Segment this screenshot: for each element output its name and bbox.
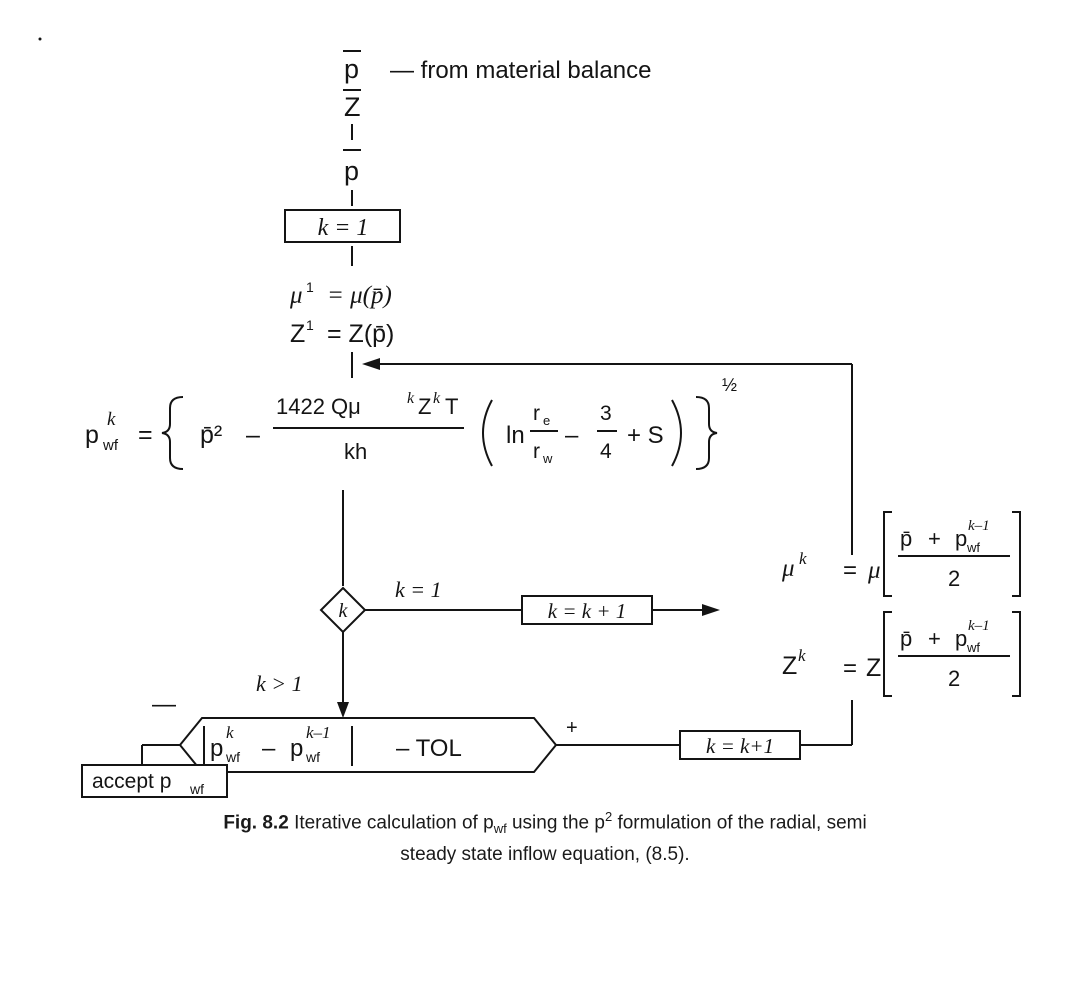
branch-iterate-label: k > 1 — [256, 671, 303, 696]
right-brace — [696, 397, 717, 469]
right-bracket — [1012, 612, 1020, 696]
svg-text:k: k — [226, 723, 234, 742]
init-z-factor-eq — [290, 317, 394, 348]
svg-text:wf: wf — [967, 540, 980, 555]
svg-text:3: 3 — [600, 402, 612, 425]
svg-text:p: p — [210, 735, 224, 762]
svg-text:½: ½ — [722, 375, 738, 395]
svg-text:1422 Qμ: 1422 Qμ — [276, 394, 361, 419]
svg-text:1: 1 — [306, 317, 314, 333]
svg-text:k: k — [433, 390, 441, 407]
svg-text:p̄²: p̄² — [200, 421, 223, 449]
svg-text:accept p: accept p — [92, 770, 172, 793]
svg-text:p̄: p̄ — [900, 526, 913, 551]
init-viscosity-eq — [289, 279, 392, 309]
svg-text:k–1: k–1 — [968, 518, 990, 534]
right-paren — [672, 400, 681, 466]
p-bar-label — [343, 150, 361, 186]
svg-text:p: p — [955, 626, 968, 651]
svg-text:wf: wf — [190, 781, 204, 797]
svg-text:= Z(p̄): = Z(p̄) — [327, 320, 395, 348]
svg-text:– TOL: – TOL — [396, 735, 462, 762]
svg-text:r: r — [533, 440, 540, 463]
caption-line-1: Fig. 8.2 Iterative calculation of $p_{wf}$ using the $p^2$ formulation of the radial, semi — [223, 809, 867, 837]
svg-text:k: k — [107, 409, 116, 430]
svg-text:p̄: p̄ — [900, 626, 913, 651]
svg-text:4: 4 — [600, 440, 612, 463]
svg-text:Z: Z — [866, 654, 882, 682]
svg-text:kh: kh — [344, 439, 368, 464]
caption-line-2: steady state inflow equation, (8.5). — [400, 844, 690, 866]
viscosity-update-eq — [781, 512, 1020, 596]
svg-text:k: k — [799, 549, 807, 568]
svg-text:+ S: + S — [627, 422, 664, 449]
svg-text:p: p — [344, 156, 360, 186]
figure-label: Fig. 8.2 — [223, 812, 289, 834]
svg-text:wf: wf — [103, 437, 118, 454]
svg-text:=: = — [843, 557, 858, 584]
svg-text:–: – — [565, 422, 579, 449]
average-pressure-source — [343, 51, 651, 84]
branch-iterate-arrowhead — [337, 702, 349, 718]
svg-text:Z: Z — [418, 394, 432, 419]
z-factor-update-eq — [782, 612, 1020, 696]
svg-text:Z: Z — [290, 320, 306, 348]
svg-text:2: 2 — [948, 566, 961, 591]
svg-text:p: p — [344, 54, 360, 84]
svg-text:T: T — [445, 394, 459, 419]
svg-text:k = k + 1: k = k + 1 — [547, 599, 627, 623]
z-bar-label — [343, 90, 361, 122]
init-k-label: k = 1 — [317, 215, 369, 241]
left-bracket — [884, 512, 892, 596]
svg-text:1: 1 — [306, 279, 314, 295]
svg-text:Z: Z — [782, 652, 798, 680]
scan-dot — [39, 38, 42, 41]
svg-text:p: p — [290, 735, 304, 762]
svg-text:Z: Z — [344, 92, 361, 122]
svg-text:k = k+1: k = k+1 — [706, 734, 774, 758]
svg-text:wf: wf — [226, 749, 240, 765]
svg-text:–: – — [262, 735, 276, 762]
material-balance-note: — from material balance — [390, 57, 652, 84]
svg-text:–: – — [246, 421, 260, 449]
svg-text:+: + — [928, 626, 941, 651]
svg-text:μ: μ — [782, 555, 795, 582]
svg-text:wf: wf — [967, 640, 980, 655]
svg-text:+: + — [928, 526, 941, 551]
svg-text:=: = — [138, 421, 153, 449]
decision-label: k — [338, 600, 348, 622]
left-paren — [483, 400, 492, 466]
svg-text:k: k — [407, 390, 415, 407]
loop-return-arrowhead — [362, 358, 380, 370]
svg-text:p: p — [955, 526, 968, 551]
figure-caption — [200, 804, 890, 868]
svg-text:e: e — [543, 413, 551, 428]
svg-text:=: = — [843, 655, 858, 682]
converged-sign: — — [152, 691, 176, 718]
branch-first-pass-label: k = 1 — [395, 577, 442, 602]
svg-text:ln: ln — [506, 422, 525, 449]
svg-text:μ: μ — [868, 557, 881, 584]
not-converged-sign: + — [566, 717, 578, 739]
wellbore-pressure-equation — [85, 375, 737, 469]
svg-text:w: w — [543, 451, 553, 466]
svg-text:k–1: k–1 — [306, 723, 331, 742]
svg-text:wf: wf — [306, 749, 320, 765]
svg-text:= μ(p̄): = μ(p̄) — [327, 282, 392, 309]
left-bracket — [884, 612, 892, 696]
svg-text:2: 2 — [948, 666, 961, 691]
left-brace — [162, 397, 183, 469]
svg-text:k–1: k–1 — [968, 618, 990, 634]
svg-text:r: r — [533, 402, 540, 425]
svg-text:μ: μ — [290, 282, 303, 309]
branch-first-pass-arrowhead — [702, 604, 720, 616]
svg-text:k: k — [798, 646, 806, 665]
right-bracket — [1012, 512, 1020, 596]
svg-text:p: p — [85, 421, 99, 449]
